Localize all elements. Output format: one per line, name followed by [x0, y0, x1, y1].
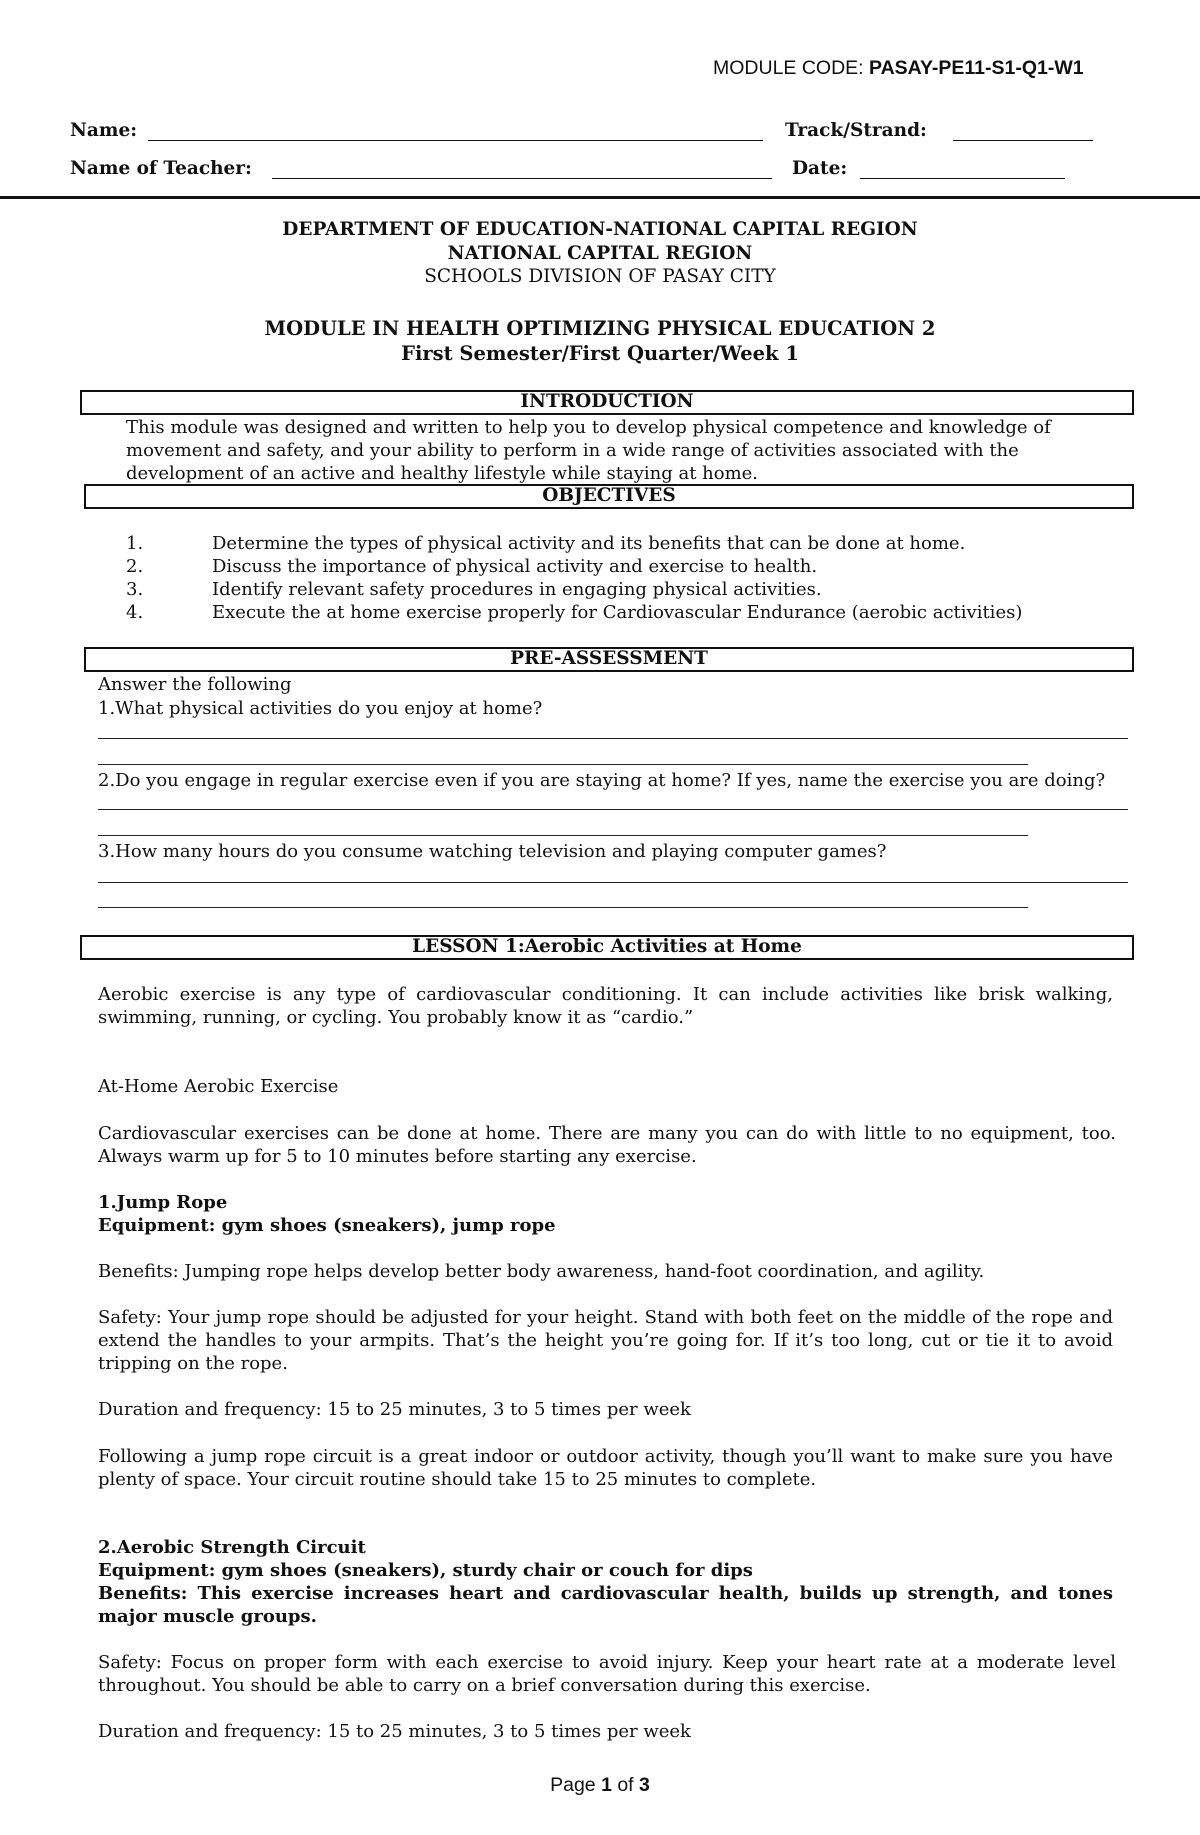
answer-line[interactable]: [98, 882, 1128, 883]
name-field-line[interactable]: [148, 140, 763, 141]
exercise-2-safety: Safety: Focus on proper form with each exercise to avoid injury. Keep your heart rate at a moderate level throughout. You should be able to carry on a brief conversation during this exercise.: [98, 1652, 1116, 1696]
track-strand-field-line[interactable]: [953, 140, 1093, 141]
teacher-field-line[interactable]: [272, 178, 772, 179]
answer-line[interactable]: [98, 907, 1028, 908]
pre-assessment-instruction: Answer the following: [98, 674, 292, 695]
lesson-subheading: At-Home Aerobic Exercise: [98, 1076, 339, 1097]
objective-text: Discuss the importance of physical activity and exercise to health.: [212, 556, 818, 577]
exercise-1-duration: Duration and frequency: 15 to 25 minutes, 3 to 5 times per week: [98, 1399, 691, 1420]
module-subtitle: First Semester/First Quarter/Week 1: [401, 342, 799, 365]
pre-assessment-heading: PRE-ASSESSMENT: [84, 647, 1134, 672]
lesson-intro: Aerobic exercise is any type of cardiovascular conditioning. It can include activities like brisk walking, swimming, running, or cycling. You probably know it as “cardio.”: [98, 984, 1113, 1028]
teacher-label: Name of Teacher:: [70, 158, 252, 179]
region-line: NATIONAL CAPITAL REGION: [447, 243, 753, 264]
lesson-heading: LESSON 1:Aerobic Activities at Home: [80, 935, 1134, 960]
introduction-text: This module was designed and written to help you to develop physical competence and knowledge of movement and safety, and your ability to perform in a wide range of activities associated with the development of an active and healthy lifestyle while staying at home.: [126, 417, 1051, 484]
module-title: MODULE IN HEALTH OPTIMIZING PHYSICAL EDUCATION 2: [264, 317, 936, 340]
objective-text: Identify relevant safety procedures in engaging physical activities.: [212, 579, 822, 600]
question-1: 1.What physical activities do you enjoy at home?: [98, 698, 543, 719]
answer-line[interactable]: [98, 738, 1128, 739]
date-field-line[interactable]: [860, 178, 1065, 179]
page-word: Page: [550, 1774, 602, 1796]
exercise-1-benefits: Benefits: Jumping rope helps develop better body awareness, hand-foot coordination, and agility.: [98, 1261, 985, 1282]
module-code-value: PASAY-PE11-S1-Q1-W1: [869, 57, 1084, 79]
objective-number: 2.: [126, 556, 144, 577]
objective-text: Execute the at home exercise properly for Cardiovascular Endurance (aerobic activities): [212, 602, 1023, 623]
question-3: 3.How many hours do you consume watching television and playing computer games?: [98, 841, 887, 862]
answer-line[interactable]: [98, 835, 1028, 836]
lesson-subheading-text: Cardiovascular exercises can be done at home. There are many you can do with little to no equipment, too. Always warm up for 5 to 10 minutes before starting any exercise.: [98, 1123, 1116, 1167]
page-number: [0, 1774, 1200, 1797]
division-line: SCHOOLS DIVISION OF PASAY CITY: [424, 266, 776, 287]
date-label: Date:: [792, 158, 848, 179]
objective-number: 3.: [126, 579, 144, 600]
exercise-1-equipment: Equipment: gym shoes (sneakers), jump rope: [98, 1215, 556, 1236]
track-strand-label: Track/Strand:: [785, 120, 927, 141]
objective-number: 4.: [126, 602, 144, 623]
department-line: DEPARTMENT OF EDUCATION-NATIONAL CAPITAL REGION: [282, 219, 918, 240]
objective-number: 1.: [126, 533, 144, 554]
name-label: Name:: [70, 120, 138, 141]
exercise-2-duration: Duration and frequency: 15 to 25 minutes, 3 to 5 times per week: [98, 1721, 691, 1742]
page-total: 3: [639, 1774, 650, 1796]
exercise-2-title: 2.Aerobic Strength Circuit: [98, 1537, 366, 1558]
header-rule: [0, 196, 1200, 199]
exercise-2-benefits: Benefits: This exercise increases heart and cardiovascular health, builds up strength, and tones major muscle groups.: [98, 1583, 1113, 1627]
answer-line[interactable]: [98, 764, 1028, 765]
page-of: of: [611, 1774, 640, 1796]
exercise-2-equipment: Equipment: gym shoes (sneakers), sturdy chair or couch for dips: [98, 1560, 753, 1581]
exercise-1-notes: Following a jump rope circuit is a great indoor or outdoor activity, though you’ll want to make sure you have plenty of space. Your circuit routine should take 15 to 25 minutes to complete.: [98, 1446, 1113, 1490]
introduction-heading: INTRODUCTION: [80, 390, 1134, 415]
exercise-1-safety: Safety: Your jump rope should be adjusted for your height. Stand with both feet on the middle of the rope and extend the handles to your armpits. That’s the height you’re going for. If it’s too long, cut or tie it to avoid tripping on the rope.: [98, 1307, 1113, 1374]
objective-text: Determine the types of physical activity and its benefits that can be done at home.: [212, 533, 966, 554]
page-current: 1: [601, 1774, 612, 1796]
module-code: [713, 57, 1084, 80]
answer-line[interactable]: [98, 809, 1128, 810]
question-2: 2.Do you engage in regular exercise even if you are staying at home? If yes, name the exercise you are doing?: [98, 770, 1106, 791]
exercise-1-title: 1.Jump Rope: [98, 1192, 228, 1213]
objectives-heading: OBJECTIVES: [84, 484, 1134, 509]
module-code-label: MODULE CODE:: [713, 57, 870, 79]
